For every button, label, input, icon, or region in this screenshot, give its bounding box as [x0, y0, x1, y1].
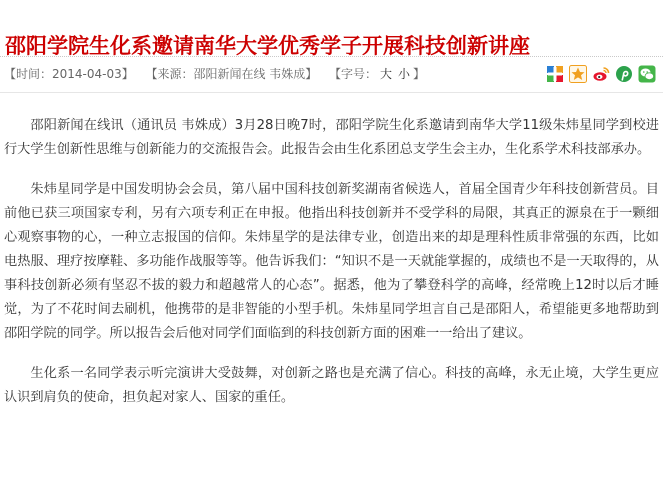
article-source: 邵阳新闻在线 韦姝成 — [193, 67, 306, 81]
article-title: 邵阳学院生化系邀请南华大学优秀学子开展科技创新讲座 — [5, 34, 530, 59]
share-plus-icon[interactable] — [546, 65, 564, 83]
publish-date: 2014-04-03 — [52, 67, 122, 81]
font-size-small-link[interactable]: 小 — [397, 67, 410, 81]
article-meta — [4, 64, 425, 84]
paragraph: 邵阳新闻在线讯（通讯员 韦姝成）3月28日晚7时，邵阳学院生化系邀请到南华大学11级朱炜星同学到校进行大学生创新性思维与创新能力的交流报告会。此报告会由生化系团总支学生会主办，生化系学术科技部承办。 — [4, 118, 659, 157]
time-end: 】 — [121, 67, 134, 81]
title-divider — [0, 56, 663, 57]
favorite-star-icon[interactable] — [569, 65, 587, 83]
source-label: 【来源： — [145, 67, 194, 81]
meta-divider — [0, 92, 663, 93]
fontsize-end: 】 — [413, 67, 426, 81]
wechat-icon[interactable] — [638, 65, 656, 83]
time-label: 【时间： — [4, 67, 53, 81]
article-body — [4, 114, 659, 426]
weibo-icon[interactable] — [592, 65, 610, 83]
font-size-large-link[interactable]: 大 — [379, 67, 392, 81]
paragraph: 朱炜星同学是中国发明协会会员，第八届中国科技创新奖湖南省候选人，首届全国青少年科技创新营员。目前他已获三项国家专利，另有六项专利正在申报。他指出科技创新并不受学科的局限，其真正的源泉在于一颗细心观察事物的心，一种立志报国的信仰。朱炜星学的是法律专业，创造出来的却是理科性质非常强的东西，比如电热服、理疗按摩鞋、多功能作战服等等。他告诉我们：“知识不是一天就能掌握的，成绩也不是一天取得的，从事科技创新必须有坚忍不拔的毅力和超越常人的心态”。据悉，他为了攀登科学的高峰，经常晚上12时以后才睡觉，为了不花时间去刷机，他携带的是非智能的小型手机。朱炜星同学坦言自己是邵阳人，希望能更多地帮助到邵阳学院的同学。所以报告会后他对同学们面临到的科技创新方面的困难一一给出了建议。 — [4, 182, 659, 341]
pinterest-icon[interactable] — [615, 65, 633, 83]
fontsize-label: 【字号： — [328, 67, 377, 81]
paragraph: 生化系一名同学表示听完演讲大受鼓舞，对创新之路也是充满了信心。科技的高峰，永无止境，大学生更应认识到肩负的使命，担负起对家人、国家的重任。 — [4, 366, 659, 405]
source-end: 】 — [305, 67, 318, 81]
share-toolbar — [546, 64, 656, 84]
